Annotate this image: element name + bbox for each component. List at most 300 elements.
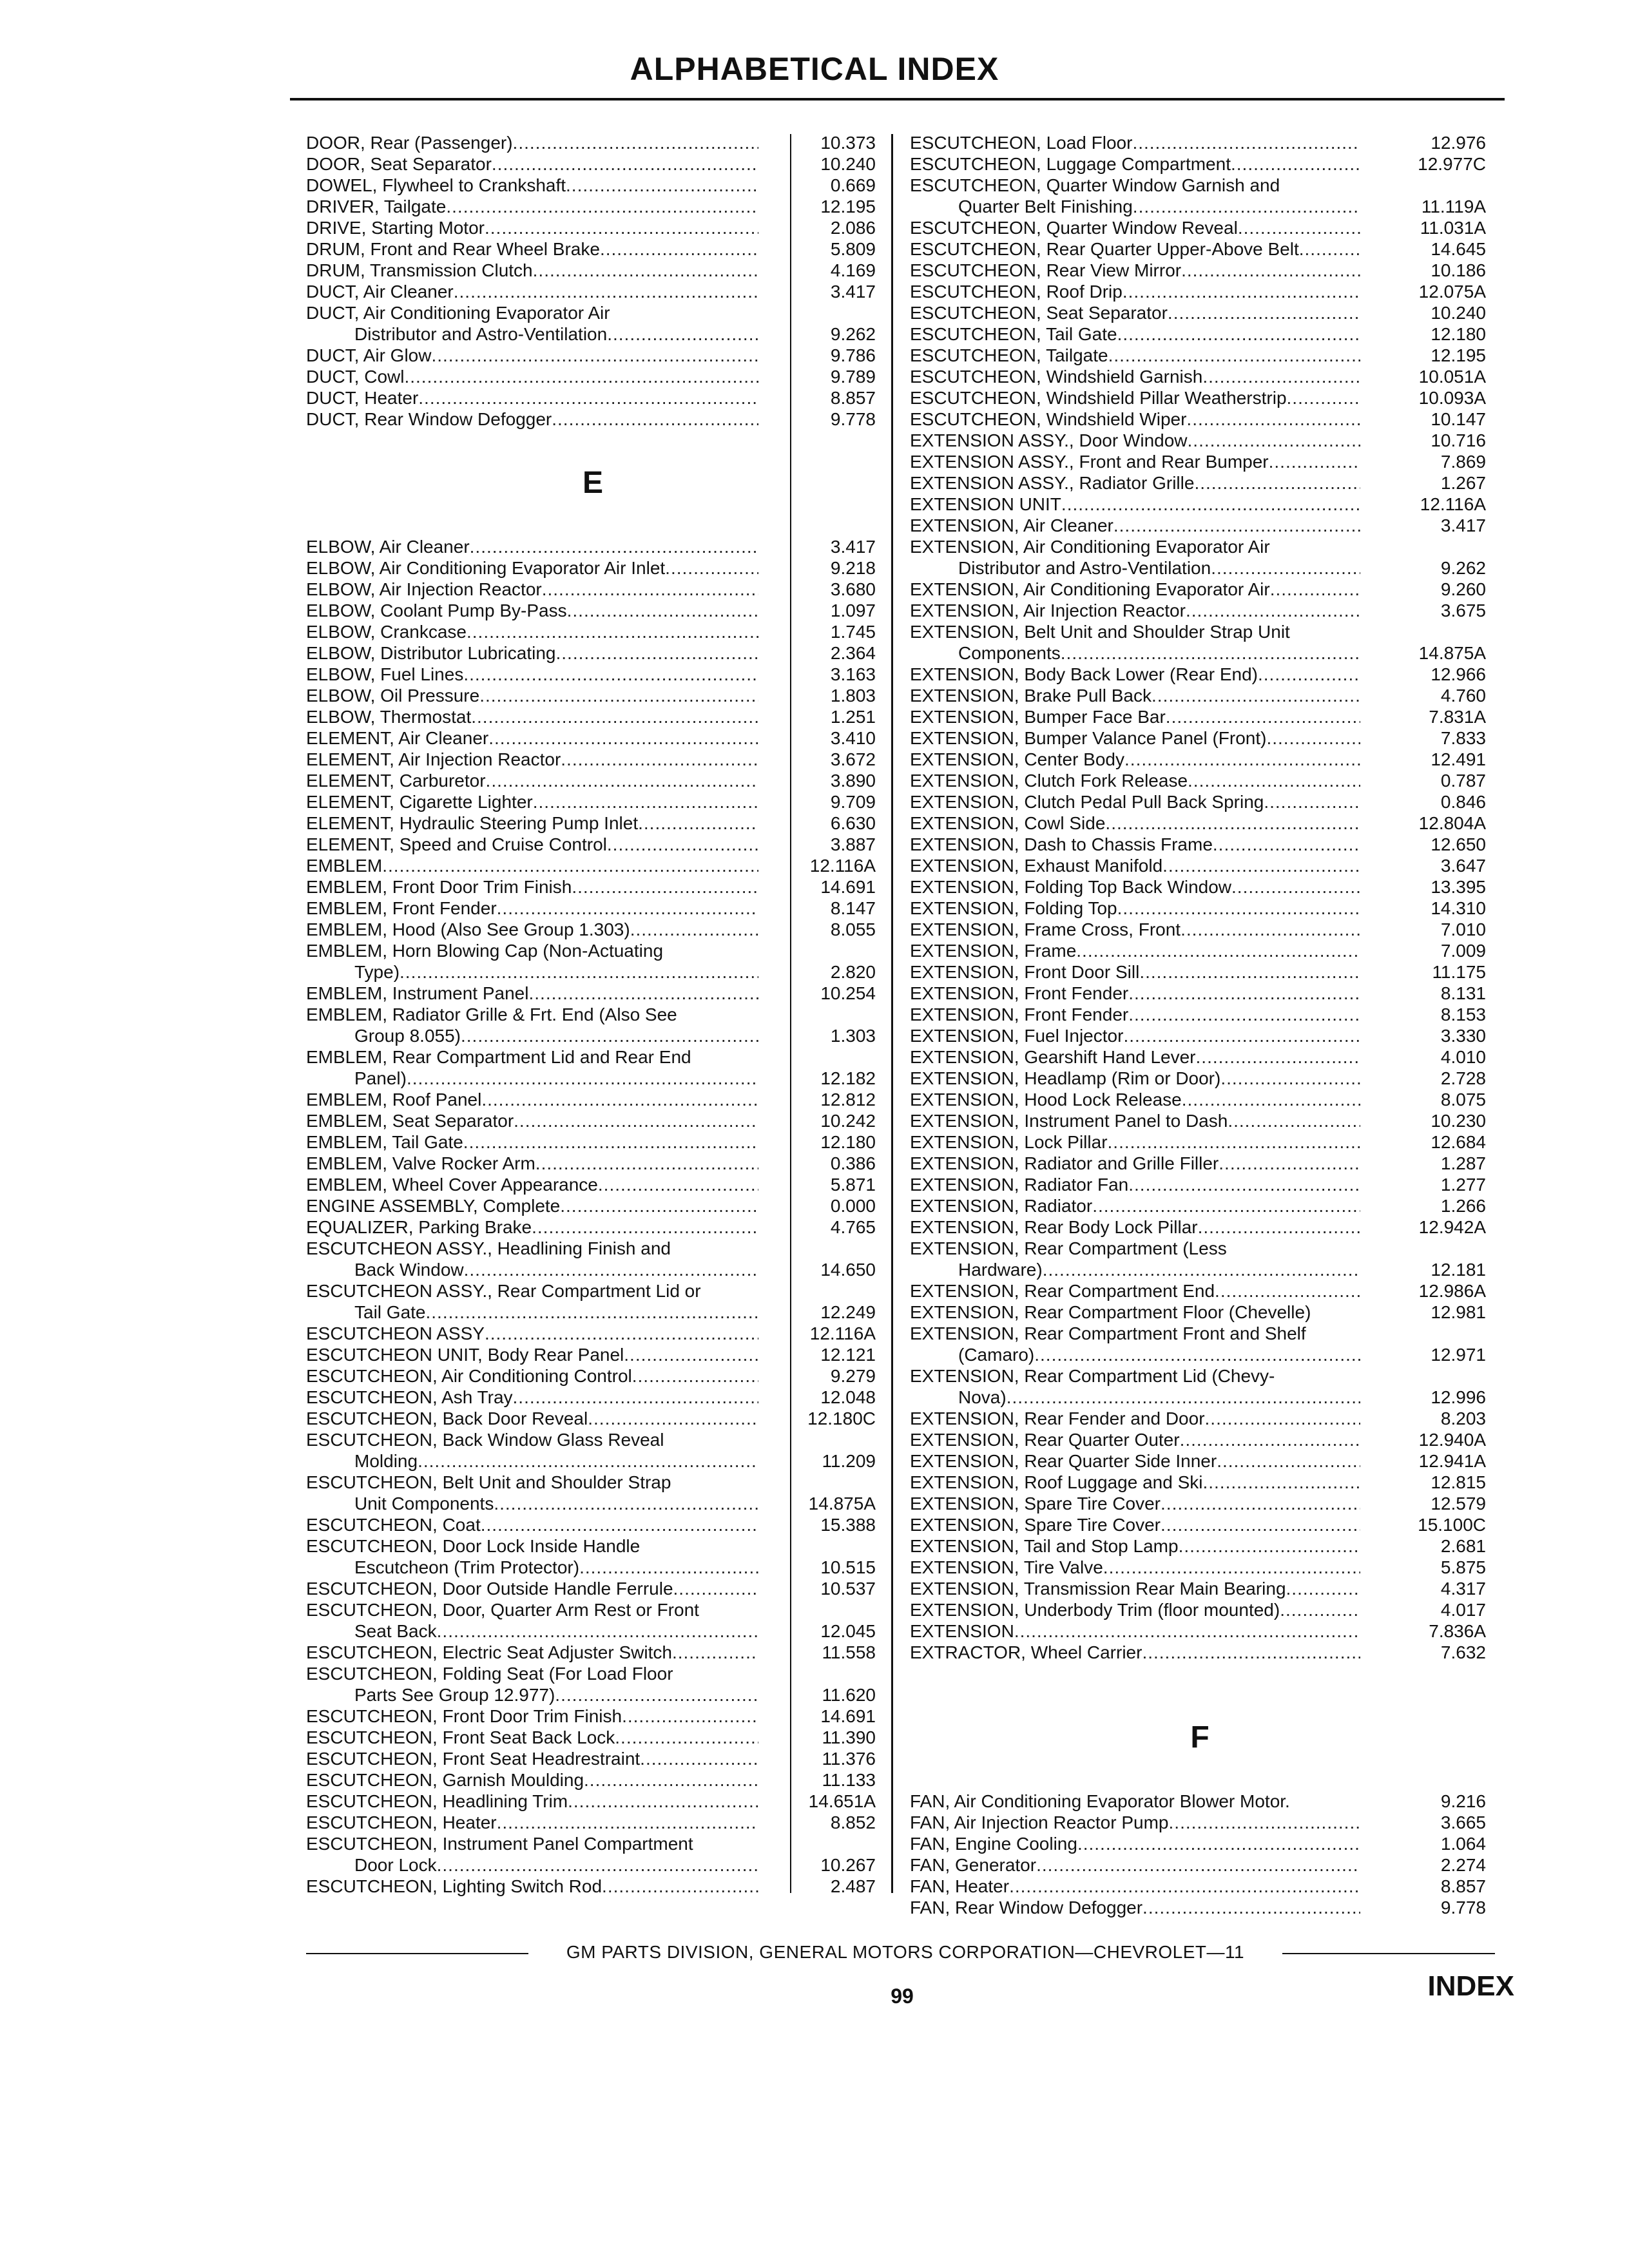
index-entry-label: EXTENSION, Front Door Sill (910, 962, 1140, 982)
index-entry (910, 1833, 1490, 1854)
index-entry-label: ESCUTCHEON, Windshield Pillar Weatherstrip (910, 388, 1287, 408)
index-entry-text-wrap (910, 727, 1360, 749)
index-entry-text-wrap (910, 1642, 1360, 1663)
dot-leader (1181, 260, 1360, 281)
index-entry (306, 302, 880, 323)
index-entry-text-wrap (306, 1429, 758, 1450)
index-entry-label: DRIVER, Tailgate (306, 197, 447, 216)
index-entry-text-wrap (910, 706, 1360, 727)
index-entry-text-wrap (306, 196, 758, 217)
index-entry-label: EXTENSION, Folding Top (910, 898, 1117, 918)
index-entry (910, 1791, 1490, 1812)
index-entry-text-wrap (910, 1068, 1360, 1089)
dot-leader (1142, 1897, 1360, 1918)
index-entry (306, 1493, 880, 1514)
index-entry-group-number: 4.760 (1440, 686, 1486, 706)
index-entry-text-wrap (306, 876, 758, 898)
index-entry-group-number: 8.075 (1440, 1090, 1486, 1110)
index-entry-group-number: 10.515 (820, 1557, 876, 1577)
index-entry-group-number: 8.857 (830, 388, 876, 408)
index-entry-label: ESCUTCHEON, Back Window Glass Reveal (306, 1430, 664, 1450)
dot-leader (1186, 600, 1360, 621)
dot-leader (1128, 983, 1360, 1004)
dot-leader (1076, 940, 1360, 961)
index-entry-group-number: 12.491 (1431, 749, 1486, 769)
index-entry-group-number: 12.116A (809, 856, 876, 876)
index-entry (910, 1025, 1490, 1046)
index-entry (910, 557, 1490, 579)
index-entry (306, 1727, 880, 1748)
index-entry-label: FAN, Air Conditioning Evaporator Blower Motor. (910, 1791, 1290, 1811)
index-entry (306, 1004, 880, 1025)
index-entry-text-wrap (910, 1323, 1360, 1344)
index-entry-label: EXTENSION, Tire Valve (910, 1557, 1103, 1577)
index-entry (910, 834, 1490, 855)
index-entry (910, 1302, 1490, 1323)
dot-leader (1202, 1472, 1360, 1493)
dot-leader (426, 1302, 759, 1323)
index-entry (910, 1153, 1490, 1174)
index-entry-text-wrap (910, 1046, 1360, 1068)
spacer-row (306, 515, 880, 536)
index-entry-label: EXTENSION, Air Conditioning Evaporator Air (910, 537, 1270, 557)
index-entry (306, 749, 880, 770)
index-entry-label: Seat Back (354, 1621, 437, 1641)
index-entry-group-number: 3.680 (830, 579, 876, 599)
index-entry (306, 1706, 880, 1727)
index-entry (306, 919, 880, 940)
index-entry (910, 1110, 1490, 1131)
dot-leader (454, 281, 758, 302)
dot-leader (1128, 1004, 1360, 1025)
dot-leader (567, 600, 758, 621)
dot-leader (1231, 153, 1360, 175)
index-entry-group-number: 3.417 (830, 537, 876, 557)
index-entry (306, 685, 880, 706)
index-entry (306, 132, 880, 153)
index-entry-group-number: 3.665 (1440, 1812, 1486, 1832)
index-entry-text-wrap (306, 1025, 758, 1046)
index-entry-text-wrap (910, 387, 1360, 408)
index-entry-text-wrap (306, 260, 758, 281)
index-entry-label: DUCT, Cowl (306, 367, 405, 387)
index-entry-label: ELBOW, Air Cleaner (306, 537, 470, 557)
dot-leader (1036, 1854, 1360, 1876)
dot-leader (464, 1259, 758, 1280)
dot-leader (1231, 876, 1360, 898)
index-entry-group-number: 0.000 (830, 1196, 876, 1216)
index-label: INDEX (1427, 1970, 1514, 2002)
index-entry-text-wrap (910, 1238, 1360, 1259)
index-entry-text-wrap (910, 876, 1360, 898)
index-entry-text-wrap (306, 153, 758, 175)
index-entry-text-wrap (910, 1131, 1360, 1153)
dot-leader (615, 1727, 758, 1748)
index-entry-label: EMBLEM, Roof Panel (306, 1090, 482, 1110)
index-entry-text-wrap (910, 366, 1360, 387)
index-entry-label: ELBOW, Coolant Pump By-Pass (306, 601, 567, 620)
index-entry-label: (Camaro) (958, 1345, 1035, 1365)
section-letter: F (1190, 1720, 1210, 1754)
index-entry (910, 1620, 1490, 1642)
index-entry-group-number: 6.630 (830, 813, 876, 833)
index-entry-group-number: 1.097 (830, 601, 876, 620)
dot-leader (1258, 664, 1360, 685)
index-entry-label: EXTENSION, Rear Compartment Front and Shelf (910, 1323, 1306, 1343)
dot-leader (1194, 472, 1360, 494)
index-entry (910, 1493, 1490, 1514)
index-entry-group-number: 14.651A (808, 1791, 876, 1811)
index-entry-group-number: 7.009 (1440, 941, 1486, 961)
dot-leader (463, 664, 758, 685)
dot-leader (481, 1514, 758, 1535)
index-entry-group-number: 7.632 (1440, 1642, 1486, 1662)
dot-leader (588, 1408, 758, 1429)
index-entry-label: EMBLEM, Front Door Trim Finish (306, 877, 572, 897)
dot-leader (492, 153, 758, 175)
index-entry (306, 961, 880, 983)
index-entry (306, 1854, 880, 1876)
dot-leader (561, 749, 758, 770)
index-entry-label: EXTENSION, Clutch Pedal Pull Back Spring (910, 792, 1264, 812)
index-entry-group-number: 1.803 (830, 686, 876, 706)
index-entry (910, 642, 1490, 664)
index-entry-text-wrap (306, 812, 758, 834)
index-entry-text-wrap (306, 132, 758, 153)
dot-leader (1168, 302, 1360, 323)
index-entry (306, 1131, 880, 1153)
index-entry-label: EXTENSION, Rear Fender and Door (910, 1408, 1205, 1428)
index-entry-text-wrap (910, 919, 1360, 940)
index-entry-label: ESCUTCHEON, Instrument Panel Compartment (306, 1834, 693, 1854)
index-entry (910, 749, 1490, 770)
index-entry (910, 323, 1490, 345)
index-entry-group-number: 9.786 (830, 345, 876, 365)
index-entry-label: EMBLEM, Radiator Grille & Frt. End (Also See (306, 1004, 677, 1024)
index-entry-text-wrap (910, 898, 1360, 919)
index-entry-group-number: 3.887 (830, 834, 876, 854)
index-entry-group-number: 7.869 (1440, 452, 1486, 472)
index-entry-group-number: 11.558 (822, 1642, 876, 1662)
index-entry-group-number: 3.672 (830, 749, 876, 769)
index-entry-text-wrap (910, 1153, 1360, 1174)
index-entry-label: Distributor and Astro-Ventilation (354, 324, 608, 344)
index-entry (910, 260, 1490, 281)
index-entry-text-wrap (910, 983, 1360, 1004)
index-entry-group-number: 4.169 (830, 260, 876, 280)
dot-leader (513, 132, 758, 153)
index-entry (306, 1259, 880, 1280)
page-title: ALPHABETICAL INDEX (630, 51, 999, 87)
index-entry (910, 1557, 1490, 1578)
dot-leader (607, 323, 758, 345)
index-entry (306, 1365, 880, 1387)
index-entry (306, 812, 880, 834)
dot-leader (1219, 1153, 1360, 1174)
index-entry-text-wrap (306, 1365, 758, 1387)
index-entry (910, 1599, 1490, 1620)
index-entry-label: ELBOW, Oil Pressure (306, 686, 480, 706)
index-entry-text-wrap (910, 196, 1360, 217)
index-entry-group-number: 10.716 (1431, 430, 1486, 450)
index-entry-group-number: 11.133 (822, 1770, 876, 1790)
index-entry-text-wrap (910, 323, 1360, 345)
index-entry-label: EXTENSION, Radiator and Grille Filler (910, 1153, 1219, 1173)
index-entry-group-number: 12.182 (820, 1068, 876, 1088)
index-entry-text-wrap (910, 1450, 1360, 1472)
index-entry-text-wrap (910, 642, 1360, 664)
dot-leader (1280, 1599, 1360, 1620)
index-entry-group-number: 10.240 (1431, 303, 1486, 323)
index-entry-group-number: 12.180C (807, 1408, 876, 1428)
index-entry-label: EXTENSION, Hood Lock Release (910, 1090, 1182, 1110)
index-entry-group-number: 12.249 (820, 1302, 876, 1322)
index-entry (306, 727, 880, 749)
index-entry-label: ESCUTCHEON, Roof Drip (910, 282, 1123, 302)
dot-leader (673, 1578, 758, 1599)
index-entry-label: ESCUTCHEON, Lighting Switch Rod (306, 1876, 602, 1896)
index-entry-group-number: 8.147 (830, 898, 876, 918)
index-entry-label: ESCUTCHEON, Quarter Window Garnish and (910, 175, 1280, 195)
index-entry-label: EXTENSION, Rear Compartment End (910, 1281, 1215, 1301)
index-entry-label: EXTENSION, Center Body (910, 749, 1125, 769)
dot-leader (568, 1791, 758, 1812)
index-entry-group-number: 10.242 (820, 1111, 876, 1131)
index-entry-label: EXTENSION, Gearshift Hand Lever (910, 1047, 1196, 1067)
index-entry (306, 1535, 880, 1557)
index-entry (910, 1535, 1490, 1557)
index-entry-text-wrap (306, 1110, 758, 1131)
index-entry (306, 1599, 880, 1620)
index-entry-text-wrap (306, 685, 758, 706)
index-entry-label: ELBOW, Air Injection Reactor (306, 579, 542, 599)
index-entry-label: ESCUTCHEON, Garnish Moulding (306, 1770, 584, 1790)
index-entry-group-number: 12.971 (1431, 1345, 1486, 1365)
index-entry (306, 1557, 880, 1578)
index-entry (306, 876, 880, 898)
index-entry-text-wrap (306, 323, 758, 345)
index-entry-group-number: 11.620 (822, 1685, 876, 1705)
index-entry-text-wrap (910, 1876, 1360, 1897)
index-entry-text-wrap (910, 238, 1360, 260)
index-entry (910, 940, 1490, 961)
index-entry-group-number: 14.650 (820, 1260, 876, 1280)
index-entry (910, 1472, 1490, 1493)
dot-leader (624, 1344, 758, 1365)
index-entry-text-wrap (910, 961, 1360, 983)
index-entry-group-number: 2.681 (1440, 1536, 1486, 1556)
section-letter-heading (306, 466, 880, 500)
index-entry (910, 898, 1490, 919)
index-entry-text-wrap (306, 791, 758, 812)
index-entry-group-number: 5.875 (1440, 1557, 1486, 1577)
dot-leader (513, 1387, 758, 1408)
index-entry-label: EMBLEM, Wheel Cover Appearance (306, 1175, 598, 1195)
index-entry-group-number: 9.216 (1440, 1791, 1486, 1811)
index-entry-label: FAN, Generator (910, 1855, 1037, 1875)
index-entry-text-wrap (910, 472, 1360, 494)
index-entry-group-number: 8.131 (1440, 983, 1486, 1003)
index-entry (306, 1791, 880, 1812)
index-entry-group-number: 12.195 (1431, 345, 1486, 365)
index-entry-text-wrap (910, 1387, 1360, 1408)
index-entry-text-wrap (306, 1174, 758, 1195)
index-entry-label: DOOR, Seat Separator (306, 154, 492, 174)
dot-leader (488, 727, 758, 749)
index-entry (306, 1323, 880, 1344)
index-entry-label: EXTENSION (910, 1621, 1014, 1641)
index-entry-group-number: 3.410 (830, 728, 876, 748)
index-entry (910, 387, 1490, 408)
index-entry-label: FAN, Rear Window Defogger (910, 1898, 1143, 1917)
dot-leader (467, 621, 758, 642)
index-entry-label: ESCUTCHEON, Door Lock Inside Handle (306, 1536, 641, 1556)
index-entry (306, 621, 880, 642)
index-entry (910, 1004, 1490, 1025)
index-entry-label: EMBLEM, Horn Blowing Cap (Non-Actuating (306, 941, 664, 961)
index-entry-text-wrap (306, 621, 758, 642)
index-entry-group-number: 14.691 (820, 877, 876, 897)
page-number: 99 (891, 1984, 914, 2008)
index-entry (910, 238, 1490, 260)
index-entry (910, 451, 1490, 472)
index-entry-text-wrap (910, 1812, 1360, 1833)
index-entry-text-wrap (306, 1727, 758, 1748)
index-entry-label: EXTENSION, Fuel Injector (910, 1026, 1124, 1046)
index-entry-text-wrap (306, 1323, 758, 1344)
index-entry-text-wrap (910, 664, 1360, 685)
spacer-row (306, 430, 880, 451)
index-entry (910, 1216, 1490, 1238)
index-entry (910, 1854, 1490, 1876)
index-entry-label: EMBLEM, Tail Gate (306, 1132, 463, 1152)
index-entry-text-wrap (306, 919, 758, 940)
index-entry (306, 1684, 880, 1706)
index-entry (306, 238, 880, 260)
dot-leader (1269, 451, 1360, 472)
index-entry (910, 1259, 1490, 1280)
index-entry-group-number: 12.812 (820, 1090, 876, 1110)
index-entry-label: ELEMENT, Air Cleaner (306, 728, 489, 748)
index-entry-group-number: 1.745 (830, 622, 876, 642)
index-entry-text-wrap (910, 1089, 1360, 1110)
index-entry-text-wrap (306, 1833, 758, 1854)
index-entry-text-wrap (306, 1238, 758, 1259)
index-entry (910, 1514, 1490, 1535)
index-entry-group-number: 3.417 (830, 282, 876, 302)
index-entry-label: EXTENSION, Headlamp (Rim or Door) (910, 1068, 1221, 1088)
index-entry-text-wrap (306, 1535, 758, 1557)
dot-leader (1007, 1387, 1360, 1408)
index-entry-label: EXTENSION, Front Fender (910, 1004, 1129, 1024)
spacer-row (910, 1663, 1490, 1684)
index-entry-label: Escutcheon (Trim Protector) (354, 1557, 580, 1577)
index-entry-group-number: 14.875A (808, 1494, 876, 1514)
index-entry-label: Quarter Belt Finishing (958, 197, 1133, 216)
index-entry (306, 408, 880, 430)
index-entry-text-wrap (306, 940, 758, 961)
index-entry-label: EXTENSION, Bumper Face Bar (910, 707, 1166, 727)
index-entry-group-number: 11.175 (1432, 962, 1486, 982)
index-entry-text-wrap (910, 345, 1360, 366)
index-entry-label: Door Lock (354, 1855, 437, 1875)
index-entry-text-wrap (306, 1642, 758, 1663)
index-entry-group-number: 3.417 (1440, 515, 1486, 535)
index-entry-text-wrap (306, 1046, 758, 1068)
index-entry-group-number: 10.254 (820, 983, 876, 1003)
index-entry-label: ESCUTCHEON, Rear View Mirror (910, 260, 1182, 280)
index-entry-group-number: 10.093A (1418, 388, 1486, 408)
index-entry (306, 1450, 880, 1472)
index-entry (306, 1578, 880, 1599)
index-entry-text-wrap (910, 834, 1360, 855)
index-entry-text-wrap (306, 664, 758, 685)
dot-leader (461, 1025, 758, 1046)
index-entry (910, 1323, 1490, 1344)
index-entry-group-number: 2.364 (830, 643, 876, 663)
dot-leader (532, 1216, 758, 1238)
index-entry-group-number: 4.765 (830, 1217, 876, 1237)
index-entry-label: EXTENSION ASSY., Front and Rear Bumper (910, 452, 1269, 472)
index-entry (306, 557, 880, 579)
index-entry-text-wrap (910, 451, 1360, 472)
index-entry (306, 1472, 880, 1493)
index-entry-text-wrap (910, 1174, 1360, 1195)
dot-leader (479, 685, 758, 706)
index-entry-label: DUCT, Heater (306, 388, 419, 408)
index-entry-group-number: 12.116A (809, 1323, 876, 1343)
index-entry-label: Hardware) (958, 1260, 1043, 1280)
index-entry-label: DUCT, Air Conditioning Evaporator Air (306, 303, 610, 323)
index-entry (306, 1642, 880, 1663)
index-entry (910, 1280, 1490, 1302)
index-entry-text-wrap (910, 175, 1360, 196)
dot-leader (640, 1748, 758, 1769)
index-entry-label: EXTENSION, Spare Tire Cover (910, 1515, 1161, 1535)
index-entry-text-wrap (306, 1854, 758, 1876)
index-entry (910, 472, 1490, 494)
index-entry-label: EXTENSION, Spare Tire Cover (910, 1494, 1161, 1514)
index-entry-label: ESCUTCHEON, Front Door Trim Finish (306, 1706, 622, 1726)
index-entry-label: ESCUTCHEON, Windshield Garnish (910, 367, 1203, 387)
index-entry-text-wrap (306, 642, 758, 664)
index-entry (910, 1365, 1490, 1387)
index-entry-text-wrap (910, 685, 1360, 706)
index-entry-label: EXTRACTOR, Wheel Carrier (910, 1642, 1142, 1662)
index-entry-label: Molding (354, 1451, 418, 1471)
index-entry (910, 961, 1490, 983)
index-entry-label: EMBLEM, Front Fender (306, 898, 497, 918)
index-entry-text-wrap (910, 770, 1360, 791)
index-entry-label: EXTENSION UNIT (910, 494, 1061, 514)
index-entry (306, 260, 880, 281)
index-entry (306, 770, 880, 791)
index-entry-text-wrap (910, 260, 1360, 281)
index-entry-text-wrap (910, 1833, 1360, 1854)
index-entry-text-wrap (306, 1876, 758, 1897)
index-entry-label: Type) (354, 962, 400, 982)
index-entry-text-wrap (910, 1195, 1360, 1216)
dot-leader (1108, 1131, 1360, 1153)
dot-leader (566, 175, 758, 196)
index-entry-label: ESCUTCHEON, Coat (306, 1515, 481, 1535)
index-entry-label: ELEMENT, Hydraulic Steering Pump Inlet (306, 813, 639, 833)
index-entry-label: ESCUTCHEON, Back Door Reveal (306, 1408, 588, 1428)
dot-leader (602, 1876, 758, 1897)
index-entry-text-wrap (910, 1578, 1360, 1599)
index-entry-group-number: 3.890 (830, 771, 876, 791)
index-entry-text-wrap (306, 1408, 758, 1429)
